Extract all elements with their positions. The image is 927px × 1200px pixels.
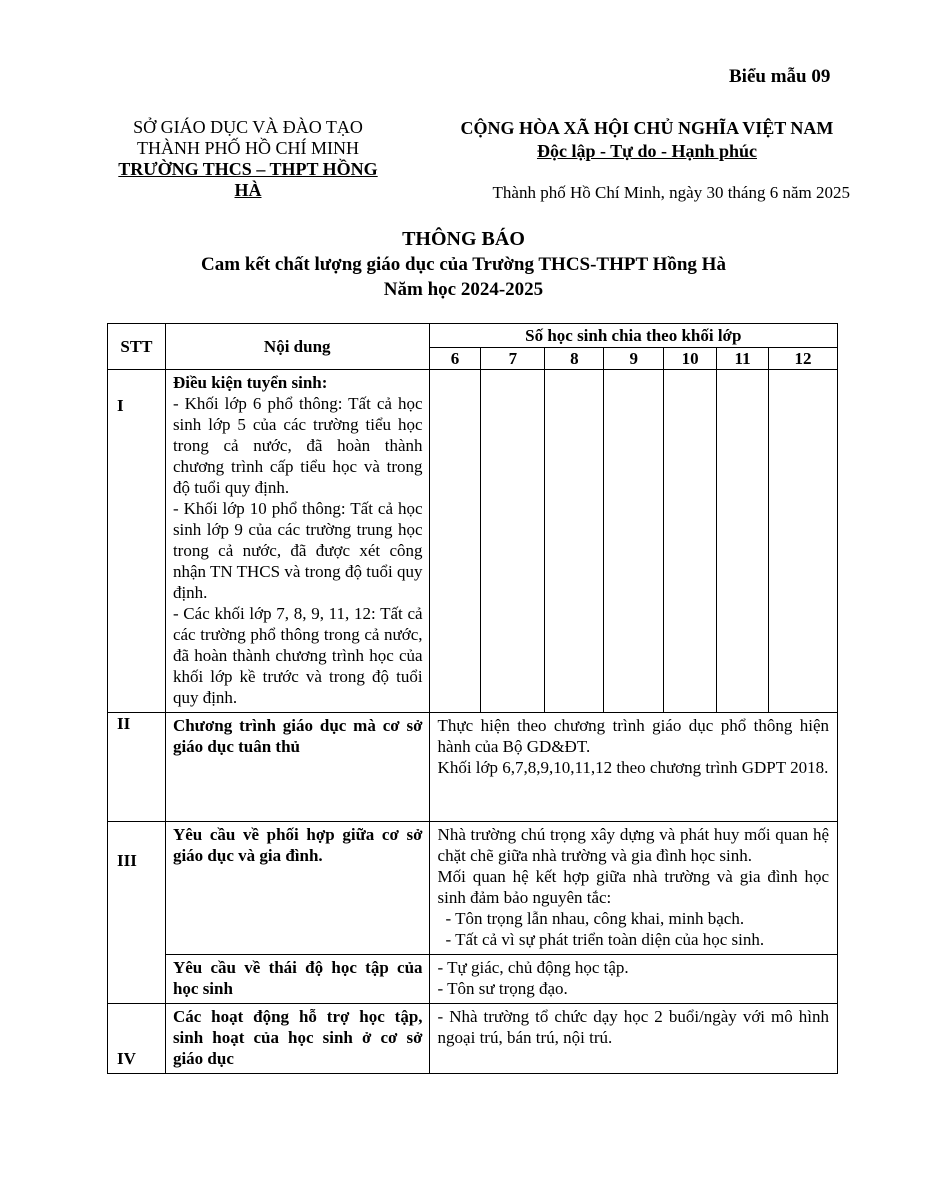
table-row <box>108 1004 838 1074</box>
header-grade-group: Số học sinh chia theo khối lớp <box>429 324 837 348</box>
row-paragraph: - Khối lớp 10 phổ thông: Tất cả học sinh lớp 9 của các trường trung học trong cả nước, đã được xét công nhận TN THCS và trong độ tuổi quy định. <box>172 499 423 602</box>
header-stt: STT <box>108 324 166 370</box>
row-paragraph: Thực hiện theo chương trình giáo dục phổ thông hiện hành của Bộ GD&ĐT. <box>437 716 829 756</box>
row-number: II <box>108 713 166 822</box>
row-bullet: - Tôn trọng lẫn nhau, công khai, minh bạch. <box>445 909 745 928</box>
national-header <box>437 117 857 163</box>
table-row <box>108 370 838 713</box>
row-content <box>165 955 429 1004</box>
grade-cell <box>429 370 481 713</box>
grade-cell <box>545 370 604 713</box>
grade-header: 9 <box>604 348 664 370</box>
row-paragraph: Nhà trường chú trọng xây dựng và phát huy mối quan hệ chặt chẽ giữa nhà trường và gia đình học sinh. <box>437 825 829 865</box>
grade-header: 10 <box>664 348 717 370</box>
grade-cell <box>481 370 545 713</box>
row-content <box>165 370 429 713</box>
row-heading: Chương trình giáo dục mà cơ sở giáo dục tuân thủ <box>172 716 423 756</box>
commitment-table <box>107 323 838 1074</box>
row-heading: Các hoạt động hỗ trợ học tập, sinh hoạt của học sinh ở cơ sở giáo dục <box>172 1007 423 1068</box>
row-number: IV <box>108 1004 166 1074</box>
form-code: Biểu mẫu 09 <box>729 66 831 87</box>
city-name: THÀNH PHỐ HỒ CHÍ MINH <box>137 138 359 158</box>
issuer-header <box>108 117 388 201</box>
table-row <box>108 822 838 955</box>
notice-subtitle: Cam kết chất lượng giáo dục của Trường THCS-THPT Hồng Hà <box>201 254 726 275</box>
row-paragraph: - Nhà trường tổ chức dạy học 2 buổi/ngày với mô hình ngoại trú, bán trú, nội trú. <box>437 1007 829 1047</box>
row-description <box>429 1004 837 1074</box>
national-motto: Độc lập - Tự do - Hạnh phúc <box>536 141 758 161</box>
grade-cell <box>664 370 717 713</box>
grade-header: 7 <box>481 348 545 370</box>
school-name: TRƯỜNG THCS – THPT HỒNG HÀ <box>118 159 378 200</box>
row-paragraph: - Khối lớp 6 phổ thông: Tất cả học sinh lớp 5 của các trường tiểu học trong cả nước, đã hoàn thành chương trình cấp tiểu học và trong độ tuổi quy định. <box>172 394 423 497</box>
grade-header: 11 <box>717 348 769 370</box>
row-content <box>165 822 429 955</box>
row-number: I <box>108 370 166 713</box>
row-heading: Yêu cầu về thái độ học tập của học sinh <box>172 958 423 998</box>
row-heading: Yêu cầu về phối hợp giữa cơ sở giáo dục và gia đình. <box>172 825 423 865</box>
row-paragraph: Khối lớp 6,7,8,9,10,11,12 theo chương trình GDPT 2018. <box>437 758 829 777</box>
grade-header: 8 <box>545 348 604 370</box>
grade-header: 6 <box>429 348 481 370</box>
grade-cell <box>604 370 664 713</box>
row-content <box>165 1004 429 1074</box>
row-paragraph: - Tôn sư trọng đạo. <box>437 979 568 998</box>
table-row <box>108 955 838 1004</box>
row-description <box>429 955 837 1004</box>
school-year: Năm học 2024-2025 <box>383 279 544 300</box>
department-name: SỞ GIÁO DỤC VÀ ĐÀO TẠO <box>133 117 363 137</box>
notice-title: THÔNG BÁO <box>402 228 525 250</box>
row-paragraph: - Các khối lớp 7, 8, 9, 11, 12: Tất cả các trường phổ thông trong cả nước, đã hoàn thành chương trình học của khối lớp kề trước và trong độ tuổi quy định. <box>172 604 423 707</box>
date-line: Thành phố Hồ Chí Minh, ngày 30 tháng 6 năm 2025 <box>492 183 850 202</box>
row-paragraph: Mối quan hệ kết hợp giữa nhà trường và gia đình học sinh đảm bảo nguyên tắc: <box>437 867 829 907</box>
table-row <box>108 713 838 822</box>
grade-cell <box>717 370 769 713</box>
national-title: CỘNG HÒA XÃ HỘI CHỦ NGHĨA VIỆT NAM <box>460 118 834 138</box>
row-paragraph: - Tự giác, chủ động học tập. <box>437 958 629 977</box>
row-heading: Điều kiện tuyển sinh: <box>172 373 328 392</box>
header-content: Nội dung <box>165 324 429 370</box>
grade-header: 12 <box>769 348 838 370</box>
row-description <box>429 713 837 822</box>
table-header-row <box>108 324 838 348</box>
row-content <box>165 713 429 822</box>
row-description <box>429 822 837 955</box>
row-bullet: - Tất cả vì sự phát triển toàn diện của học sinh. <box>445 930 765 949</box>
grade-cell <box>769 370 838 713</box>
row-number: III <box>108 822 166 1004</box>
